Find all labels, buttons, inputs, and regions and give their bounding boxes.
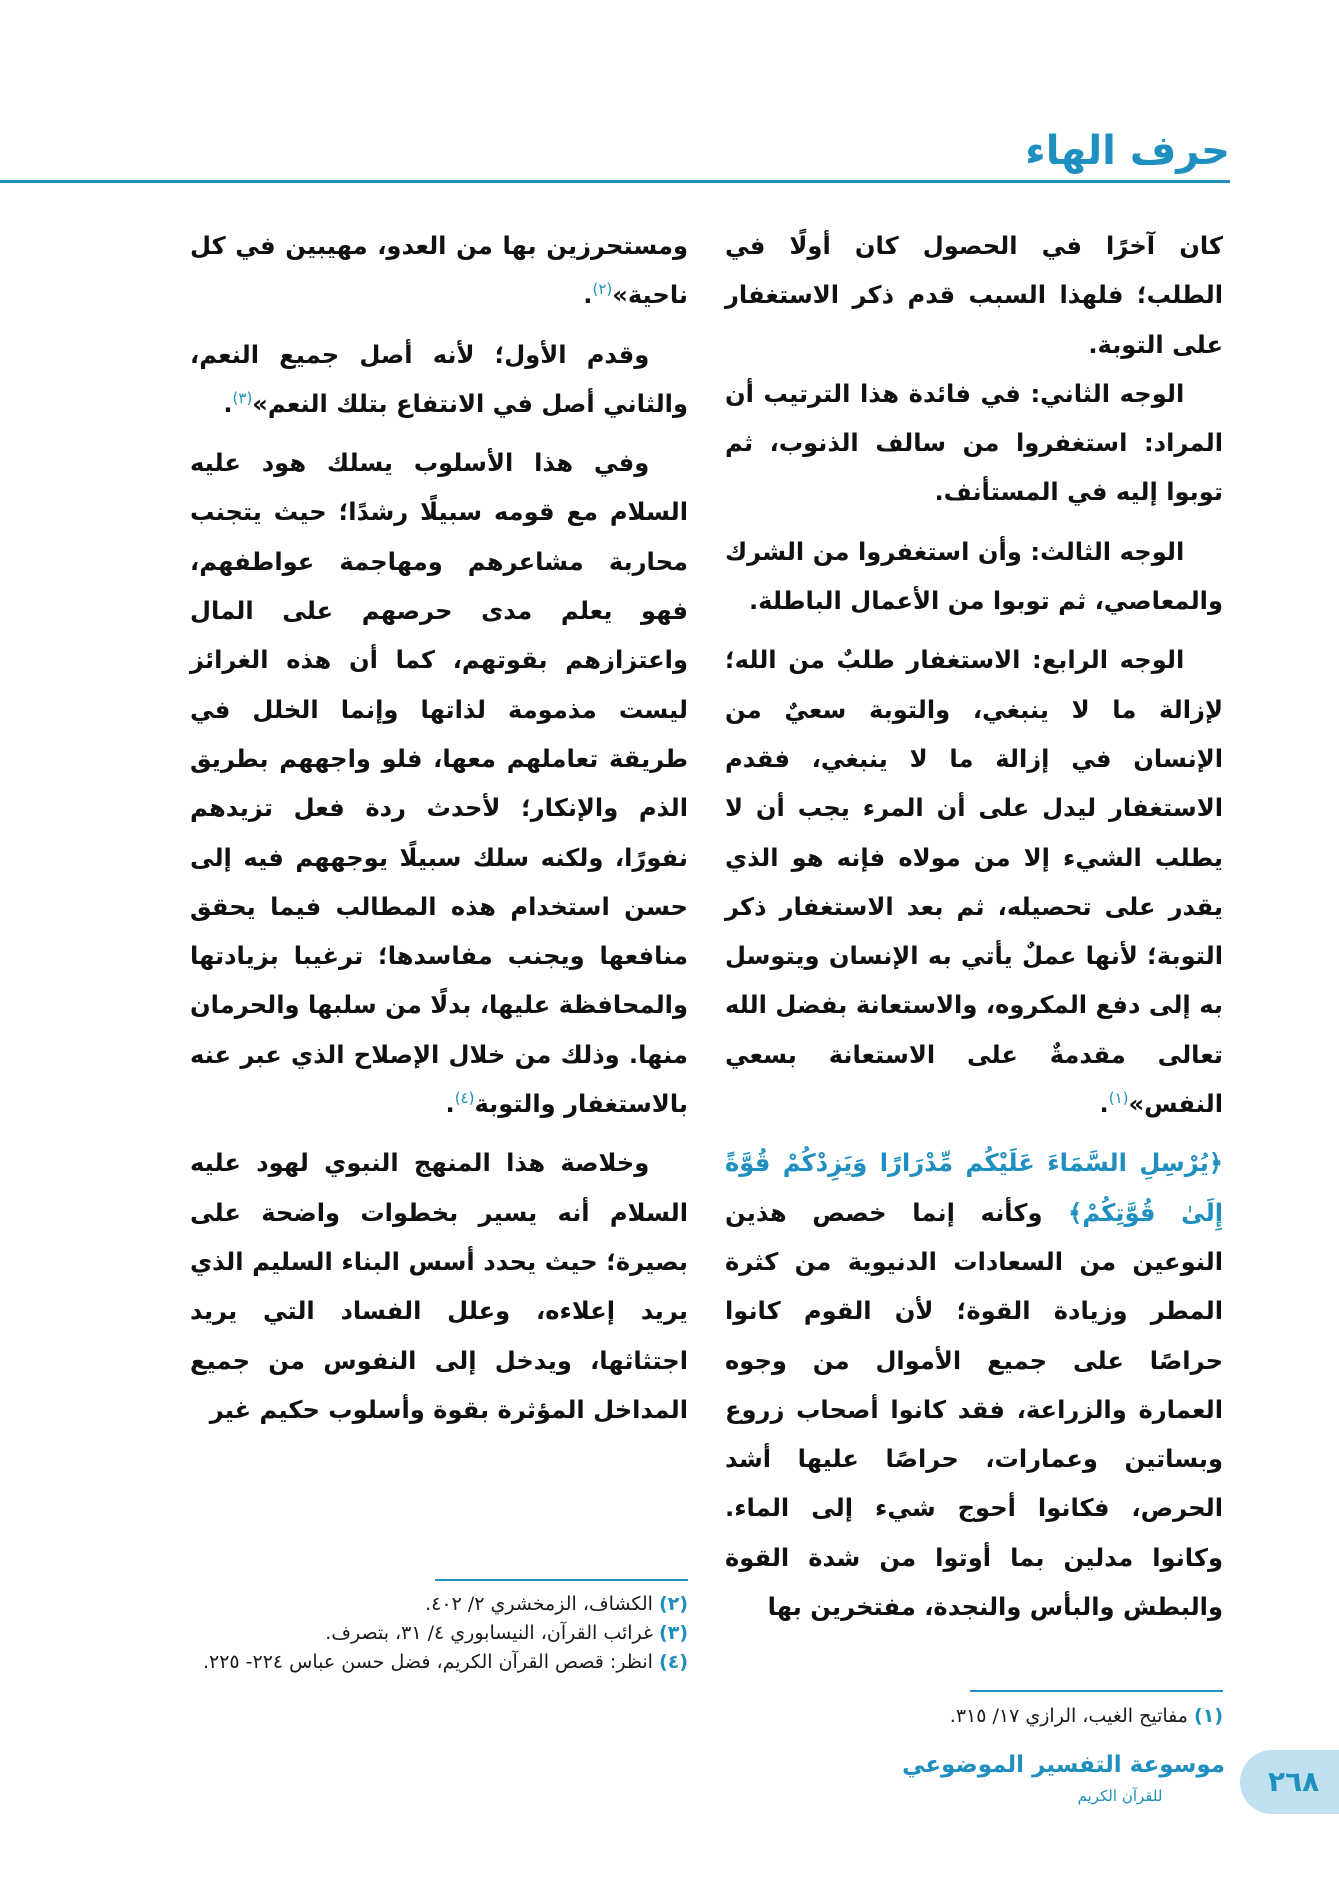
chapter-title: حرف الهاء bbox=[1025, 128, 1230, 174]
left-column bbox=[190, 222, 688, 1435]
running-header bbox=[0, 120, 1230, 190]
right-column bbox=[725, 222, 1223, 1632]
paragraph: الوجه الثاني: في فائدة هذا الترتيب أن المراد: استغفروا من سالف الذنوب، ثم توبوا إليه في المستأنف. bbox=[725, 379, 1223, 507]
quran-verse: ﴿يُرْسِلِ السَّمَاءَ عَلَيْكُم مِّدْرَارًا وَيَزِدْكُمْ قُوَّةً إِلَىٰ قُوَّتِكُمْ﴾ bbox=[725, 1149, 1223, 1227]
footnote: (١) مفاتيح الغيب، الرازي ١٧/ ٣١٥. bbox=[949, 1705, 1223, 1727]
footnotes-left bbox=[190, 1590, 688, 1677]
footnote: (٢) الكشاف، الزمخشري ٢/ ٤٠٢. bbox=[425, 1593, 688, 1615]
footnote-ref[interactable]: (١) bbox=[1108, 1088, 1129, 1107]
verse-paragraph: ﴿يُرْسِلِ السَّمَاءَ عَلَيْكُم مِّدْرَارًا وَيَزِدْكُمْ قُوَّةً إِلَىٰ قُوَّتِكُمْ﴾ وكأنه إنما خصص هذين النوعين من السعادات الدنيوية من كثرة المطر وزيادة القوة؛ لأن القوم كانوا حراصًا على جميع الأموال من وجوه العمارة والزراعة، فقد كانوا أصحاب زروع وبساتين وعمارات، حراصًا عليها أشد الحرص، فكانوا أحوج شيء إلى الماء. وكانوا مدلين بما أوتوا من شدة القوة والبطش والبأس والنجدة، مفتخرين بها bbox=[725, 1149, 1223, 1622]
paragraph: الوجه الثالث: وأن استغفروا من الشرك والمعاصي، ثم توبوا من الأعمال الباطلة. bbox=[725, 537, 1223, 616]
paragraph: وخلاصة هذا المنهج النبوي لهود عليه السلام أنه يسير بخطوات واضحة على بصيرة؛ حيث يحدد أسس البناء السليم الذي يريد إعلاءه، وعلل الفساد التي يريد اجتثاثها، ويدخل إلى النفوس من جميع المداخل المؤثرة بقوة وأسلوب حكيم غير bbox=[190, 1149, 688, 1424]
footnote-ref[interactable]: (٣) bbox=[232, 388, 253, 407]
paragraph: وقدم الأول؛ لأنه أصل جميع النعم، والثاني أصل في الانتفاع بتلك النعم»$^{(٣)}$. bbox=[190, 340, 688, 418]
page-number-badge bbox=[1240, 1750, 1339, 1814]
footnote-rule bbox=[435, 1579, 688, 1581]
footnotes-right bbox=[725, 1702, 1223, 1731]
paragraph: ومستحرزين بها من العدو، مهيبين في كل ناحية»$^{(٢)}$. bbox=[190, 232, 688, 310]
header-rule bbox=[0, 180, 1230, 183]
encyclopedia-logo: موسوعة التفسير الموضوعي للقرآن الكريم bbox=[902, 1752, 1225, 1805]
footnote: (٤) انظر: قصص القرآن الكريم، فضل حسن عباس ٢٢٤- ٢٢٥. bbox=[202, 1651, 688, 1673]
footnote-rule bbox=[970, 1690, 1223, 1692]
paragraph: كان آخرًا في الحصول كان أولًا في الطلب؛ فلهذا السبب قدم ذكر الاستغفار على التوبة. bbox=[725, 232, 1223, 359]
footnote: (٣) غرائب القرآن، النيسابوري ٤/ ٣١، بتصرف. bbox=[325, 1622, 688, 1644]
footnote-ref[interactable]: (٢) bbox=[592, 280, 613, 299]
page-number: ٢٦٨ bbox=[1268, 1765, 1320, 1798]
paragraph: الوجه الرابع: الاستغفار طلبٌ من الله؛ لإزالة ما لا ينبغي، والتوبة سعيٌ من الإنسان في إزالة ما لا ينبغي، فقدم الاستغفار ليدل على أن المرء يجب أن لا يطلب الشيء إلا من مولاه فإنه هو الذي يقدر على تحصيله، ثم بعد الاستغفار ذكر التوبة؛ لأنها عملٌ يأتي به الإنسان ويتوسل به إلى دفع المكروه، والاستعانة بفضل الله تعالى مقدمةٌ على الاستعانة بسعي النفس»$^{(١)}$. bbox=[725, 646, 1223, 1119]
paragraph: وفي هذا الأسلوب يسلك هود عليه السلام مع قومه سبيلًا رشدًا؛ حيث يتجنب محاربة مشاعرهم ومهاجمة عواطفهم، فهو يعلم مدى حرصهم على المال واعتزازهم بقوتهم، كما أن هذه الغرائز ليست مذمومة لذاتها وإنما الخلل في طريقة تعاملهم معها، فلو واجههم بطريق الذم والإنكار؛ لأحدث ردة فعل تزيدهم نفورًا، ولكنه سلك سبيلًا يوجههم فيه إلى حسن استخدام هذه المطالب فيما يحقق منافعها ويجنب مفاسدها؛ ترغيبا بزيادتها والمحافظة عليها، بدلًا من سلبها والحرمان منها. وذلك من خلال الإصلاح الذي عبر عنه بالاستغفار والتوبة$^{(٤)}$. bbox=[190, 449, 688, 1119]
footnote-ref[interactable]: (٤) bbox=[454, 1088, 475, 1107]
